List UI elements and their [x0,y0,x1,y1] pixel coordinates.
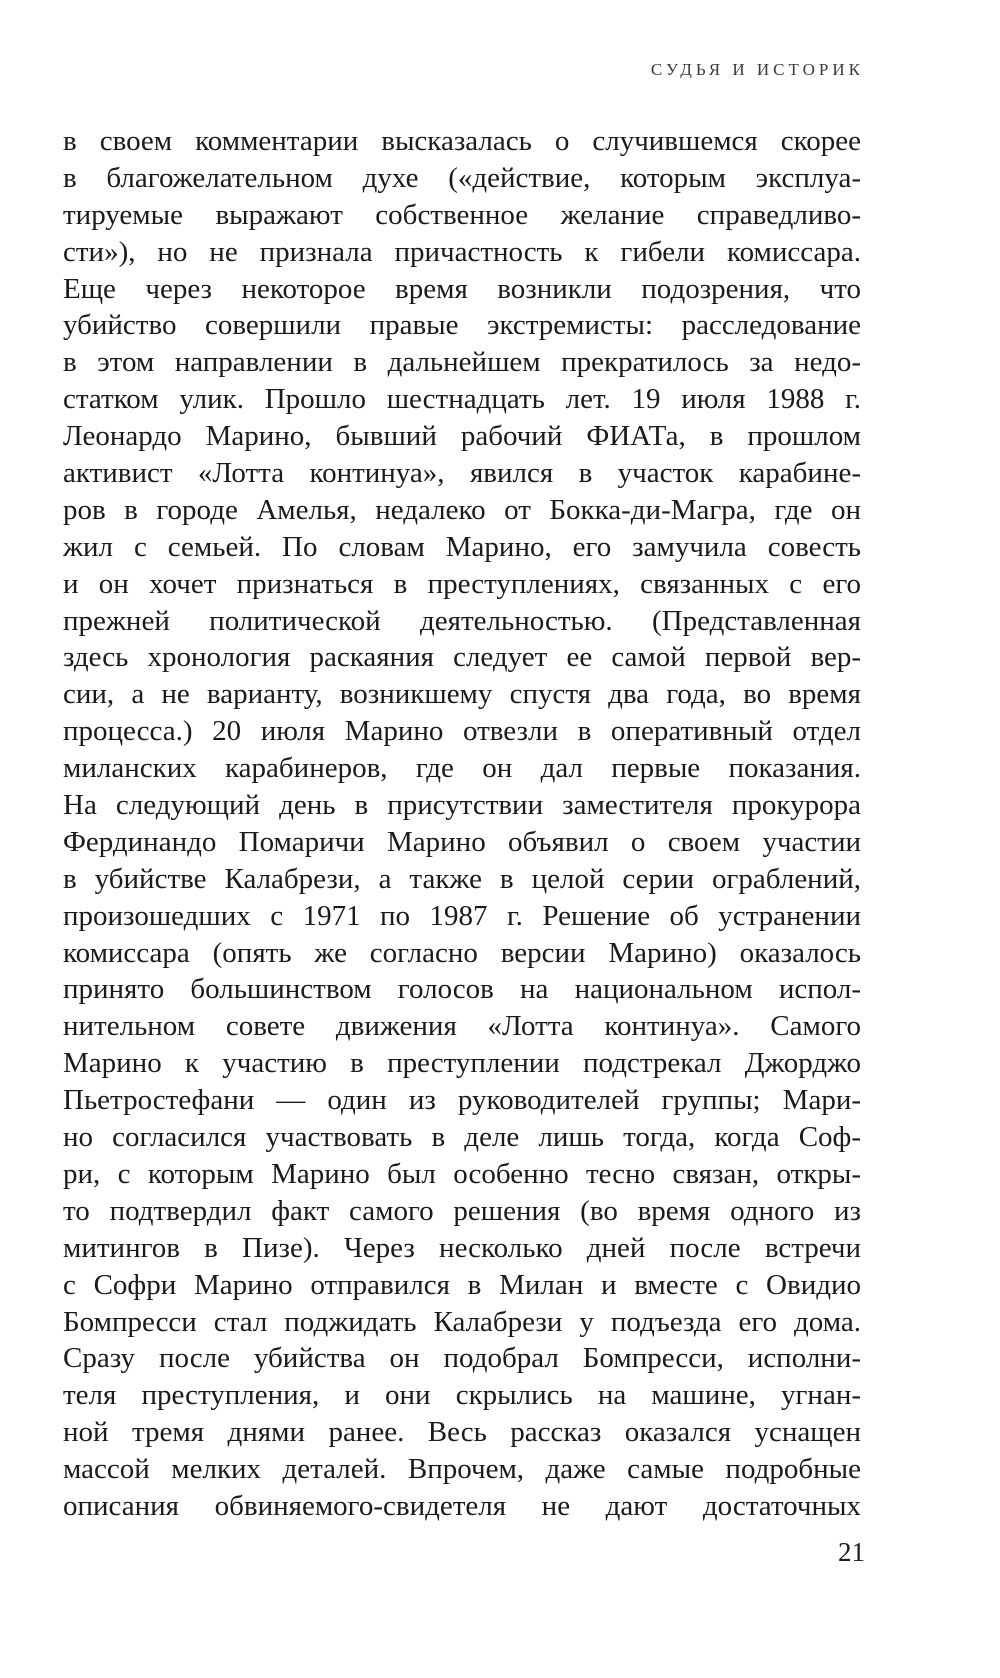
running-head-title: СУДЬЯ И ИСТОРИК [650,60,864,79]
text-line: массой мелких деталей. Впрочем, даже самые подробные [63,1453,861,1486]
text-line: в благожелательном духе («действие, которым эксплуа- [63,161,861,194]
text-line: нительном совете движения «Лотта континуа». Самого [63,1010,861,1043]
text-line: принято большинством голосов на национальном испол- [63,973,861,1006]
text-line: Марино к участию в преступлении подстрекал Джорджо [63,1047,861,1080]
page-number: 21 [838,1537,865,1567]
text-line: сии, а не варианту, возникшему спустя два года, во время [63,678,861,711]
text-line: убийство совершили правые экстремисты: расследование [63,309,861,342]
text-line: статком улик. Прошло шестнадцать лет. 19 июля 1988 г. [63,383,861,416]
text-line: Леонардо Марино, бывший рабочий ФИАТа, в прошлом [63,420,861,453]
text-line: в убийстве Калабрези, а также в целой серии ограблений, [63,862,861,895]
text-line: активист «Лотта континуа», явился в участок карабине- [63,457,861,490]
text-line: в своем комментарии высказалась о случившемся скорее [63,125,861,157]
text-line: тируемые выражают собственное желание справедливо- [63,198,861,231]
text-line: произошедших с 1971 по 1987 г. Решение об устранении [63,899,861,932]
text-line: описания обвиняемого-свидетеля не дают достаточных [63,1489,861,1522]
text-line: миланских карабинеров, где он дал первые показания. [63,752,861,785]
text-line: Сразу после убийства он подобрал Бомпресси, исполни- [63,1342,861,1375]
text-line: в этом направлении в дальнейшем прекратилось за недо- [63,346,861,379]
text-line: ной тремя днями ранее. Весь рассказ оказался уснащен [63,1416,861,1449]
text-line: но согласился участвовать в деле лишь тогда, когда Соф- [63,1121,861,1154]
text-line: процесса.) 20 июля Марино отвезли в оперативный отдел [63,715,861,748]
text-line: Фердинандо Помаричи Марино объявил о своем участии [63,825,861,858]
text-line: теля преступления, и они скрылись на машине, угнан- [63,1379,861,1412]
text-line: Еще через некоторое время возникли подозрения, что [63,272,861,305]
text-line: здесь хронология раскаяния следует ее самой первой вер- [63,641,861,674]
text-line: жил с семьей. По словам Марино, его замучила совесть [63,530,861,563]
text-line: и он хочет признаться в преступлениях, связанных с его [63,567,861,600]
text-line: Пьетростефани — один из руководителей группы; Мари- [63,1084,861,1117]
text-line: с Софри Марино отправился в Милан и вместе с Овидио [63,1268,861,1301]
text-line: Бомпресси стал поджидать Калабрези у подъезда его дома. [63,1305,861,1338]
text-line: На следующий день в присутствии заместителя прокурора [63,789,861,822]
text-line: то подтвердил факт самого решения (во время одного из [63,1194,861,1227]
text-line: комиссара (опять же согласно версии Марино) оказалось [63,936,861,969]
text-line: ров в городе Амелья, недалеко от Бокка-ди-Магра, где он [63,493,861,526]
body-text [63,123,861,1525]
text-line: митингов в Пизе). Через несколько дней после встречи [63,1231,861,1264]
text-line: прежней политической деятельностью. (Представленная [63,604,861,637]
text-line: сти»), но не признала причастность к гибели комиссара. [63,235,861,268]
text-line: ри, с которым Марино был особенно тесно связан, откры- [63,1157,861,1190]
